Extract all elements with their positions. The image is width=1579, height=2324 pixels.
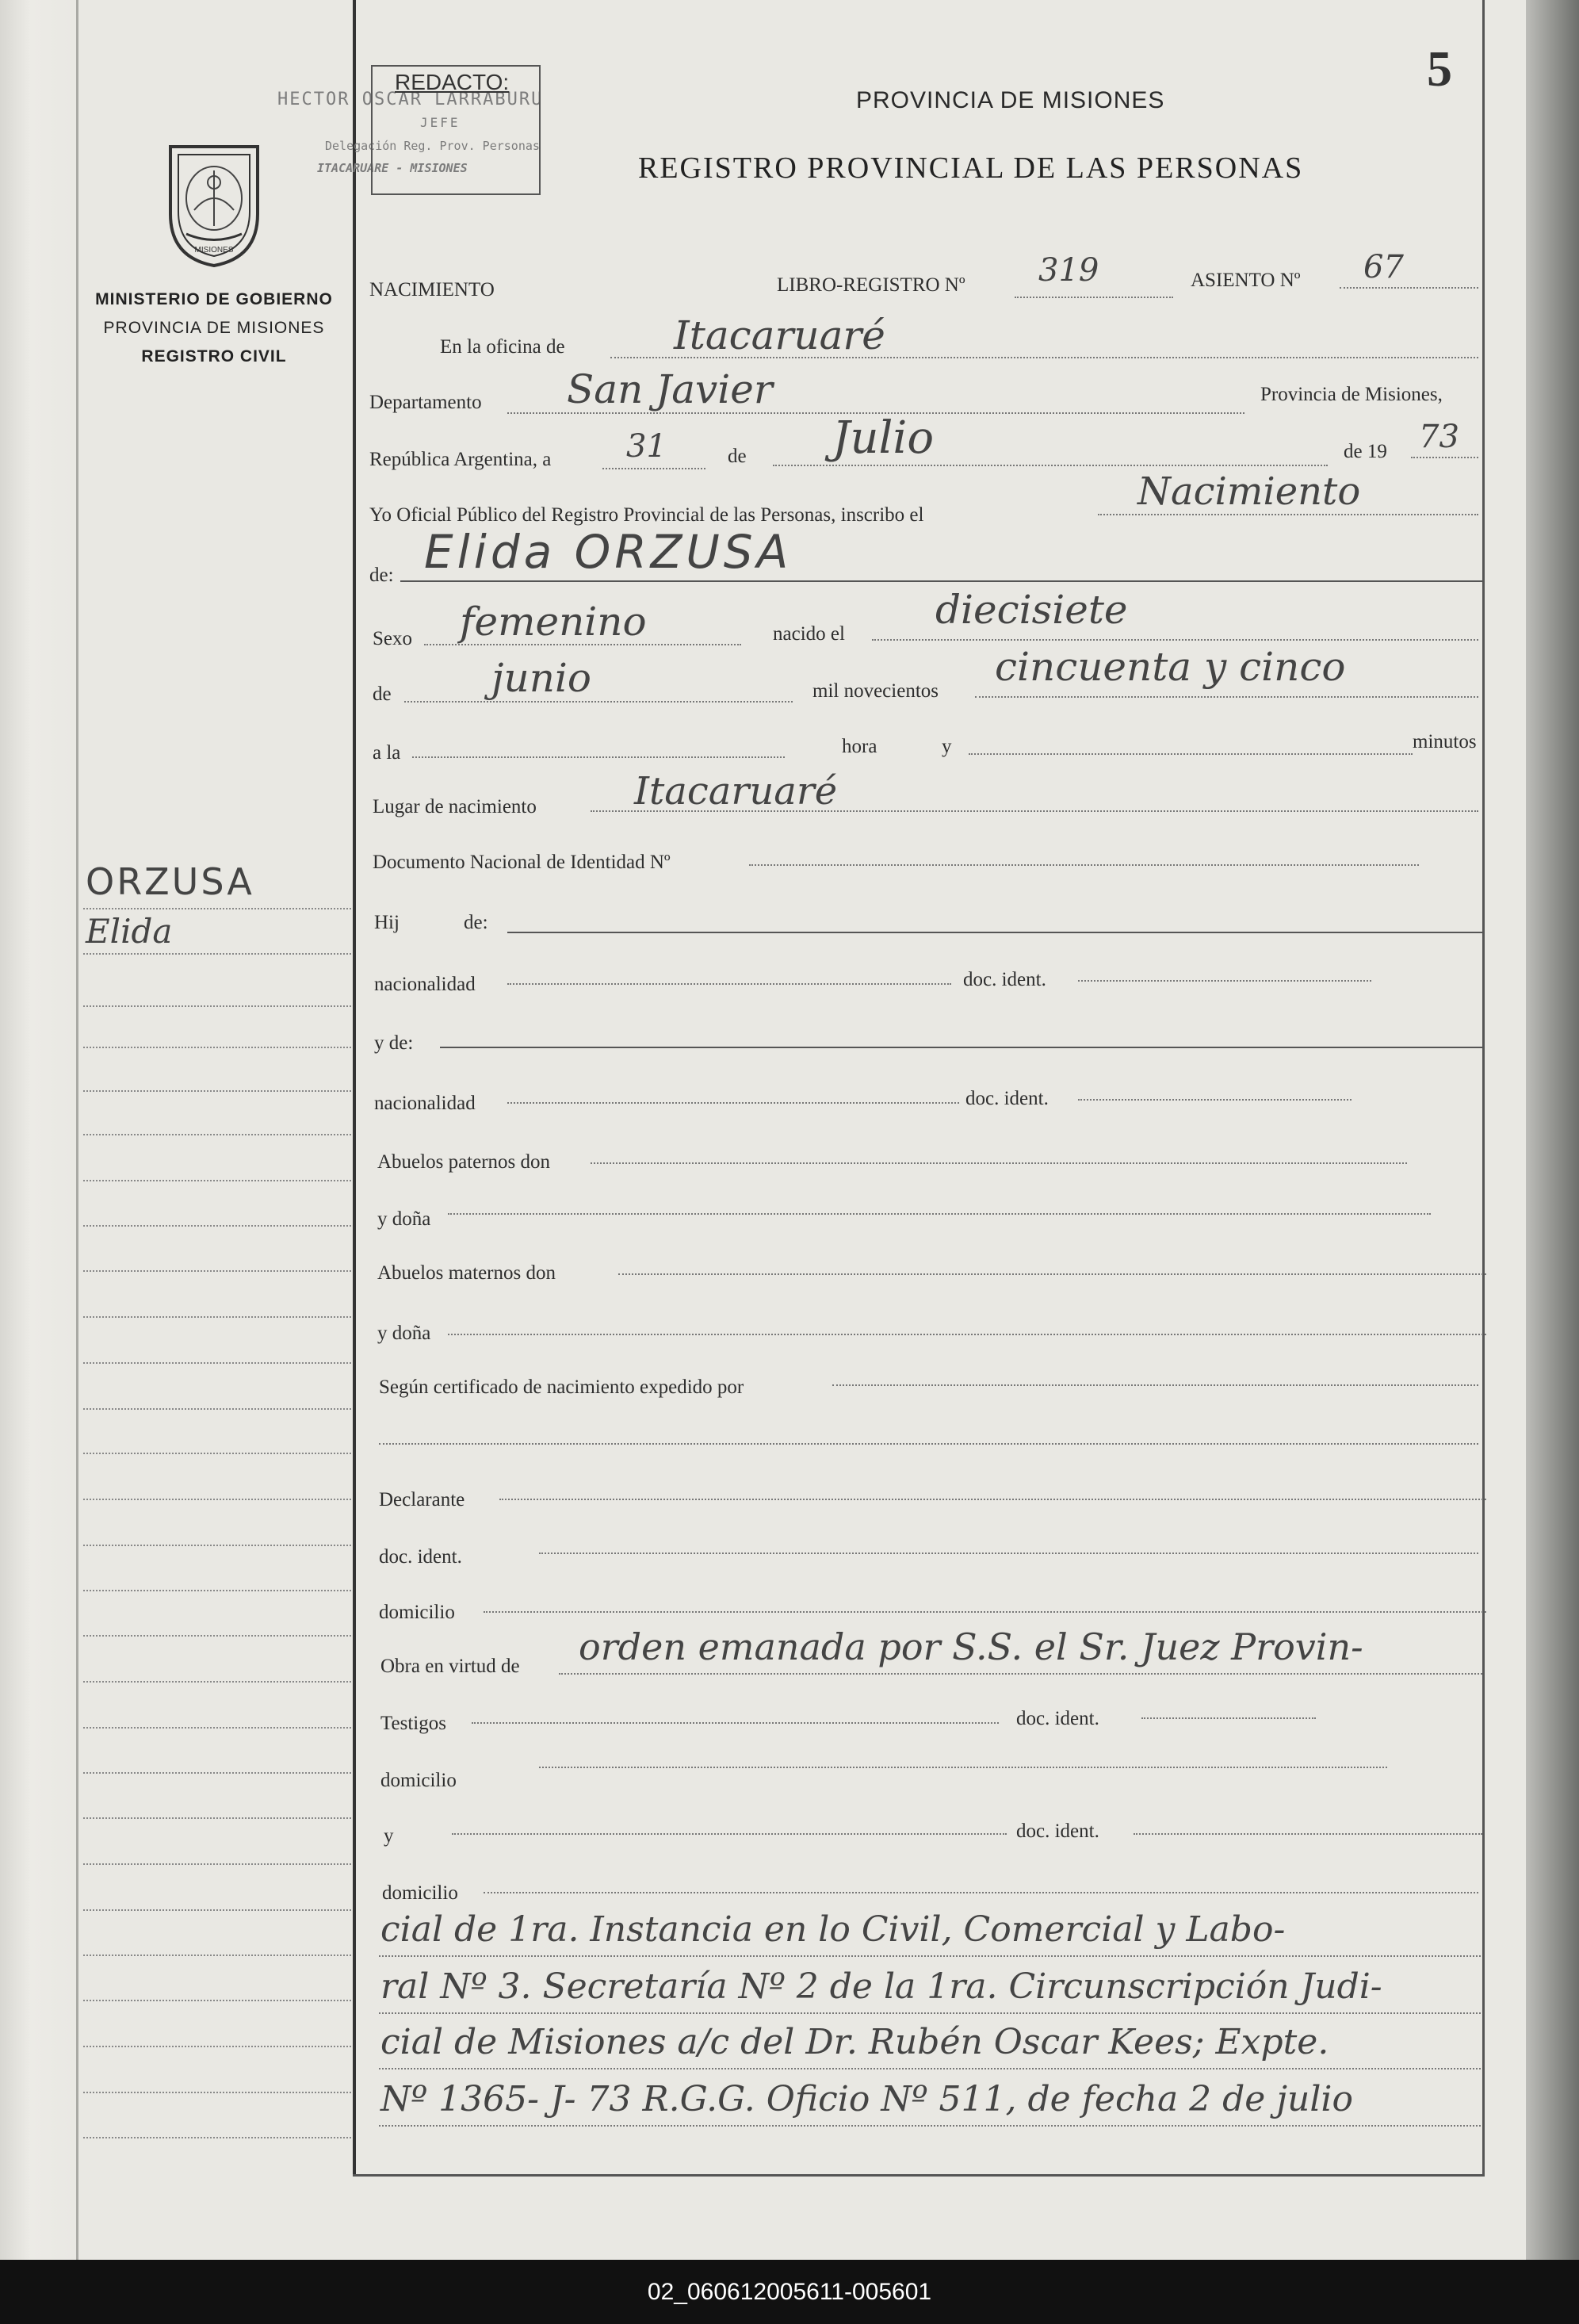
sexo-value: femenino (460, 599, 647, 645)
mother-line (440, 1047, 1482, 1048)
de-name-label: de: (369, 565, 394, 586)
sexo-label: Sexo (373, 628, 412, 649)
margin-rule (83, 2137, 351, 2138)
margin-rule (83, 1590, 351, 1591)
ministry-block (83, 285, 345, 371)
dni-line (749, 864, 1419, 866)
domicilio3-label: domicilio (382, 1882, 458, 1904)
doc-ident4-label: doc. ident. (1016, 1708, 1099, 1729)
segun-label: Según certificado de nacimiento expedido por (379, 1376, 744, 1398)
page-number: 5 (1427, 40, 1452, 97)
mil-label: mil novecientos (812, 680, 939, 702)
testigos-line (472, 1722, 999, 1724)
hora-label: hora (842, 736, 877, 757)
margin-rule (83, 1863, 351, 1865)
libro-line (1015, 297, 1173, 298)
nacionalidad-line (507, 983, 951, 985)
doc-ident-line (1078, 980, 1371, 982)
doc-ident4-line (1141, 1717, 1316, 1719)
departamento-label: Departamento (369, 392, 482, 413)
a-la-label: a la (373, 742, 401, 764)
y-dona-label: y doña (377, 1208, 431, 1230)
asiento-value: 67 (1363, 249, 1404, 285)
stamp-role: JEFE (420, 115, 461, 130)
margin-rule (83, 1005, 351, 1007)
abuelos-maternos-label: Abuelos maternos don (377, 1262, 556, 1284)
name-line (400, 580, 1482, 582)
stamp-location: ITACARUARE - MISIONES (317, 161, 468, 175)
margin-surname: ORZUSA (86, 860, 254, 903)
doc-ident2-label: doc. ident. (965, 1088, 1049, 1109)
margin-given-name: Elida (86, 912, 173, 951)
day-value: 31 (626, 428, 667, 465)
ministry-province: PROVINCIA DE MISIONES (103, 319, 325, 337)
domicilio-line (484, 1611, 1486, 1613)
year-line (1411, 457, 1478, 458)
seal-label: MISIONES (194, 246, 234, 255)
margin-rule (83, 1545, 351, 1546)
margin-divider (353, 0, 356, 2177)
margin-rule (83, 2046, 351, 2047)
margin-rule (83, 1316, 351, 1318)
nacionalidad2-label: nacionalidad (374, 1093, 476, 1114)
oficial-label: Yo Oficial Público del Registro Provincial de las Personas, inscribo el (369, 504, 924, 526)
nacionalidad2-line (507, 1102, 959, 1104)
margin-rule (83, 1225, 351, 1227)
father-line (507, 932, 1482, 933)
declarante-label: Declarante (379, 1489, 465, 1510)
abuelos-paternos-label: Abuelos paternos don (377, 1151, 551, 1173)
doc-ident-label: doc. ident. (963, 969, 1046, 990)
lugar-value: Itacaruaré (634, 769, 838, 814)
margin-rule (83, 1180, 351, 1181)
doc-ident3-line (539, 1553, 1478, 1554)
margin-rule (83, 908, 351, 909)
y-dona2-line (448, 1334, 1486, 1335)
oficina-label: En la oficina de (440, 336, 565, 358)
cont-line-2 (379, 2012, 1481, 2014)
abuelos-paternos-line (591, 1162, 1407, 1164)
oficial-line (1098, 514, 1478, 515)
domicilio2-label: domicilio (380, 1770, 457, 1791)
obra-value: orden emanada por S.S. el Sr. Juez Provin- (579, 1625, 1363, 1668)
doc-ident5-line (1134, 1833, 1482, 1835)
declarante-line (499, 1499, 1486, 1500)
nacido-line (872, 639, 1478, 641)
image-id-footer: 02_060612005611-005601 (0, 2260, 1579, 2324)
minutos-line (969, 753, 1413, 755)
domicilio2-line (539, 1767, 1387, 1768)
hij-label: Hij (374, 912, 400, 933)
hora-line (412, 756, 785, 758)
province-title: PROVINCIA DE MISIONES (856, 87, 1165, 113)
oficial-value: Nacimiento (1137, 469, 1361, 514)
ministry-civil: REGISTRO CIVIL (141, 347, 287, 366)
segun-line (832, 1384, 1478, 1386)
redacto-box (371, 65, 541, 195)
doc-ident3-label: doc. ident. (379, 1546, 462, 1568)
margin-rule (83, 953, 351, 955)
y-dona-line (448, 1213, 1431, 1215)
nacido-value: diecisiete (935, 587, 1128, 633)
asiento-label: ASIENTO Nº (1191, 270, 1301, 291)
dni-label: Documento Nacional de Identidad Nº (373, 852, 671, 873)
abuelos-maternos-line (618, 1273, 1486, 1275)
cont-line-4 (379, 2125, 1481, 2127)
y-dona2-label: y doña (377, 1323, 431, 1344)
margin-rule (83, 1362, 351, 1364)
month-value: Julio (832, 412, 935, 464)
republica-label: República Argentina, a (369, 449, 552, 470)
nacimiento-label: NACIMIENTO (369, 279, 495, 301)
binding-edge (0, 0, 78, 2260)
margin-rule (83, 2000, 351, 2001)
de-label: de (728, 446, 747, 467)
margin-rule (83, 1047, 351, 1048)
segun-line-2 (379, 1443, 1478, 1445)
margin-rule (83, 1909, 351, 1911)
continuation-line-1: cial de 1ra. Instancia en lo Civil, Comercial y Labo- (380, 1909, 1286, 1950)
ministry-name: MINISTERIO DE GOBIERNO (95, 290, 333, 308)
bottom-border (353, 2174, 1485, 2177)
margin-rule (83, 1817, 351, 1819)
nacionalidad-label: nacionalidad (374, 974, 476, 995)
margin-rule (83, 1955, 351, 1956)
cont-line-3 (379, 2068, 1481, 2069)
margin-rule (83, 1499, 351, 1500)
margin-rule (83, 1635, 351, 1637)
domicilio3-line (484, 1892, 1478, 1893)
margin-rule (83, 1090, 351, 1092)
stamp-office: Delegación Reg. Prov. Personas (325, 139, 540, 153)
registry-title: REGISTRO PROVINCIAL DE LAS PERSONAS (638, 151, 1304, 185)
obra-line (559, 1673, 1482, 1675)
y-label: y (942, 736, 952, 757)
oficina-value: Itacaruaré (674, 312, 885, 358)
minutos-label: minutos (1413, 731, 1477, 752)
margin-rule (83, 1134, 351, 1135)
y2-line (452, 1833, 1007, 1835)
redacto-label: REDACTO: (395, 70, 510, 94)
cont-line-1 (379, 1955, 1481, 1957)
libro-value: 319 (1038, 252, 1099, 289)
y2-label: y (384, 1825, 394, 1847)
margin-rule (83, 1772, 351, 1774)
birth-year-value: cincuenta y cinco (995, 644, 1346, 690)
domicilio-label: domicilio (379, 1602, 455, 1623)
doc-ident2-line (1078, 1099, 1352, 1101)
obra-label: Obra en virtud de (380, 1656, 520, 1677)
day-line (602, 468, 705, 469)
nacido-label: nacido el (773, 623, 845, 645)
month-line (773, 465, 1328, 466)
margin-rule (83, 2092, 351, 2093)
year-value: 73 (1419, 419, 1459, 455)
de3-label: de: (464, 912, 488, 933)
libro-label: LIBRO-REGISTRO Nº (777, 274, 965, 296)
margin-rule (83, 1408, 351, 1410)
province-seal-icon (155, 139, 273, 270)
asiento-line (1340, 287, 1478, 289)
continuation-line-2: ral Nº 3. Secretaría Nº 2 de la 1ra. Circunscripción Judi- (380, 1966, 1382, 2007)
de2-label: de (373, 683, 392, 705)
birth-month-line (404, 701, 793, 703)
year-prefix: de 19 (1344, 441, 1387, 462)
margin-rule (83, 1453, 351, 1454)
testigos-label: Testigos (380, 1713, 446, 1734)
margin-rule (83, 1681, 351, 1683)
birth-month-value: junio (491, 655, 592, 701)
departamento-value: San Javier (567, 366, 773, 412)
right-border (1482, 0, 1485, 2177)
name-value: Elida ORZUSA (424, 525, 793, 579)
page-stack-edge (1526, 0, 1579, 2260)
birth-year-line (975, 696, 1478, 698)
y-de-label: y de: (374, 1032, 414, 1054)
continuation-line-4: Nº 1365- J- 73 R.G.G. Oficio Nº 511, de fecha 2 de julio (380, 2079, 1353, 2119)
stamp-name: HECTOR OSCAR LARRABURU (277, 90, 544, 109)
provincia-label: Provincia de Misiones, (1260, 384, 1443, 405)
lugar-label: Lugar de nacimiento (373, 796, 537, 817)
margin-rule (83, 1270, 351, 1272)
continuation-line-3: cial de Misiones a/c del Dr. Rubén Oscar Kees; Expte. (380, 2022, 1329, 2062)
doc-ident5-label: doc. ident. (1016, 1821, 1099, 1842)
margin-rule (83, 1727, 351, 1729)
